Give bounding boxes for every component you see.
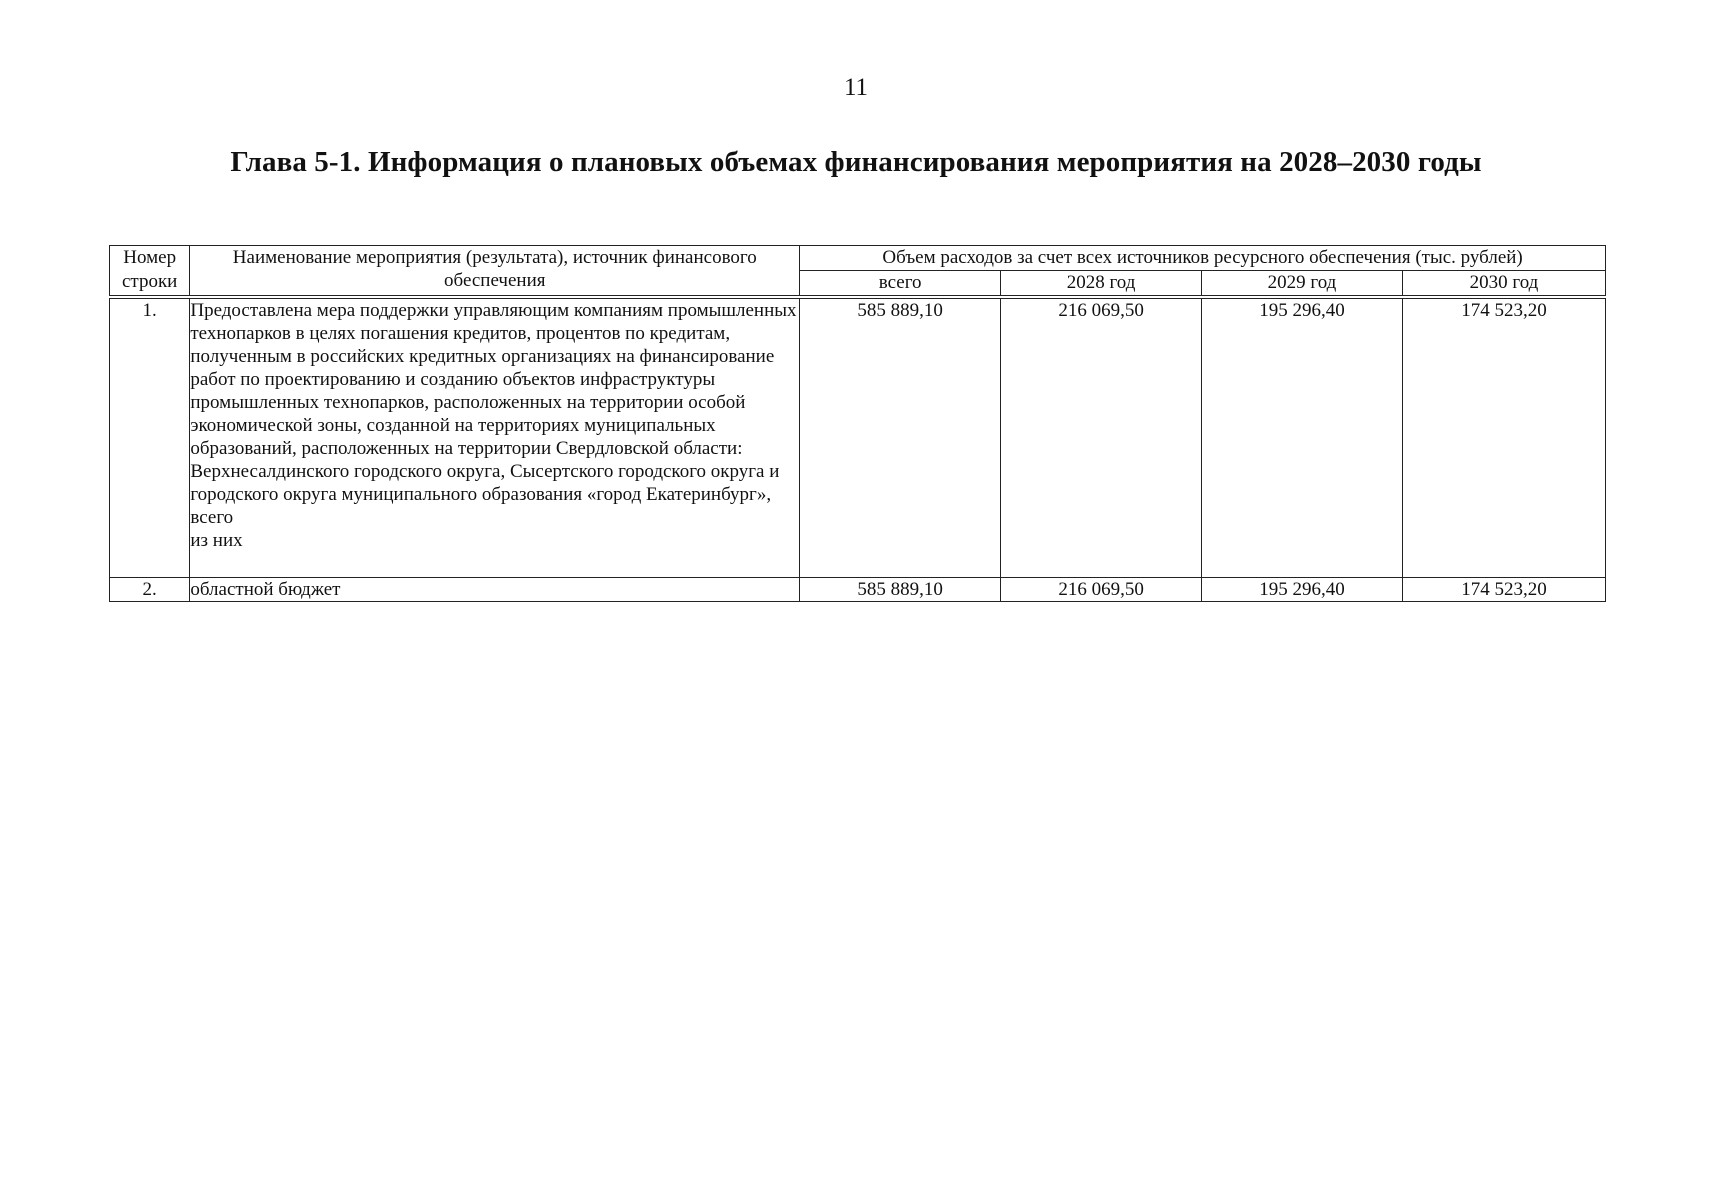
chapter-title: Глава 5-1. Информация о плановых объемах финансирования мероприятия на 2028–2030 годы bbox=[230, 146, 1482, 178]
table-row bbox=[110, 297, 1606, 578]
row-total: 585 889,10 bbox=[800, 297, 1001, 578]
row-total: 585 889,10 bbox=[800, 578, 1001, 602]
row-name bbox=[190, 297, 800, 578]
page-number: 11 bbox=[843, 74, 869, 101]
row-2030: 174 523,20 bbox=[1402, 578, 1605, 602]
financing-table bbox=[109, 245, 1606, 602]
row-name: областной бюджет bbox=[190, 578, 800, 602]
header-row-1 bbox=[110, 246, 1606, 271]
row-2030: 174 523,20 bbox=[1402, 297, 1605, 578]
row-name-text: Предоставлена мера поддержки управляющим компаниям промышленных технопарков в целях погашения кредитов, процентов по кредитам, полученным в российских кредитных организациях на финансирование работ по проектированию и созданию объектов инфраструктуры промышленных технопарков, расположенных на территории особой экономической зоны, созданной на территориях муниципальных образований, расположенных на территории Свердловской области: Верхнесалдинского городского округа, Сысертского городского округа и городского округа муниципального образования «город Екатеринбург», всего bbox=[190, 300, 797, 528]
row-name-suffix: из них bbox=[190, 530, 243, 551]
header-expenses-group: Объем расходов за счет всех источников ресурсного обеспечения (тыс. рублей) bbox=[800, 246, 1606, 271]
header-total: всего bbox=[800, 271, 1001, 298]
row-2029: 195 296,40 bbox=[1202, 578, 1403, 602]
table-row bbox=[110, 578, 1606, 602]
header-row-number: Номер строки bbox=[110, 246, 190, 298]
row-number: 1. bbox=[110, 297, 190, 578]
row-number: 2. bbox=[110, 578, 190, 602]
row-2028: 216 069,50 bbox=[1001, 578, 1202, 602]
row-2028: 216 069,50 bbox=[1001, 297, 1202, 578]
header-year-2029: 2029 год bbox=[1202, 271, 1403, 298]
row-2029: 195 296,40 bbox=[1202, 297, 1403, 578]
header-name: Наименование мероприятия (результата), источник финансового обеспечения bbox=[190, 246, 800, 298]
header-year-2028: 2028 год bbox=[1001, 271, 1202, 298]
header-year-2030: 2030 год bbox=[1402, 271, 1605, 298]
